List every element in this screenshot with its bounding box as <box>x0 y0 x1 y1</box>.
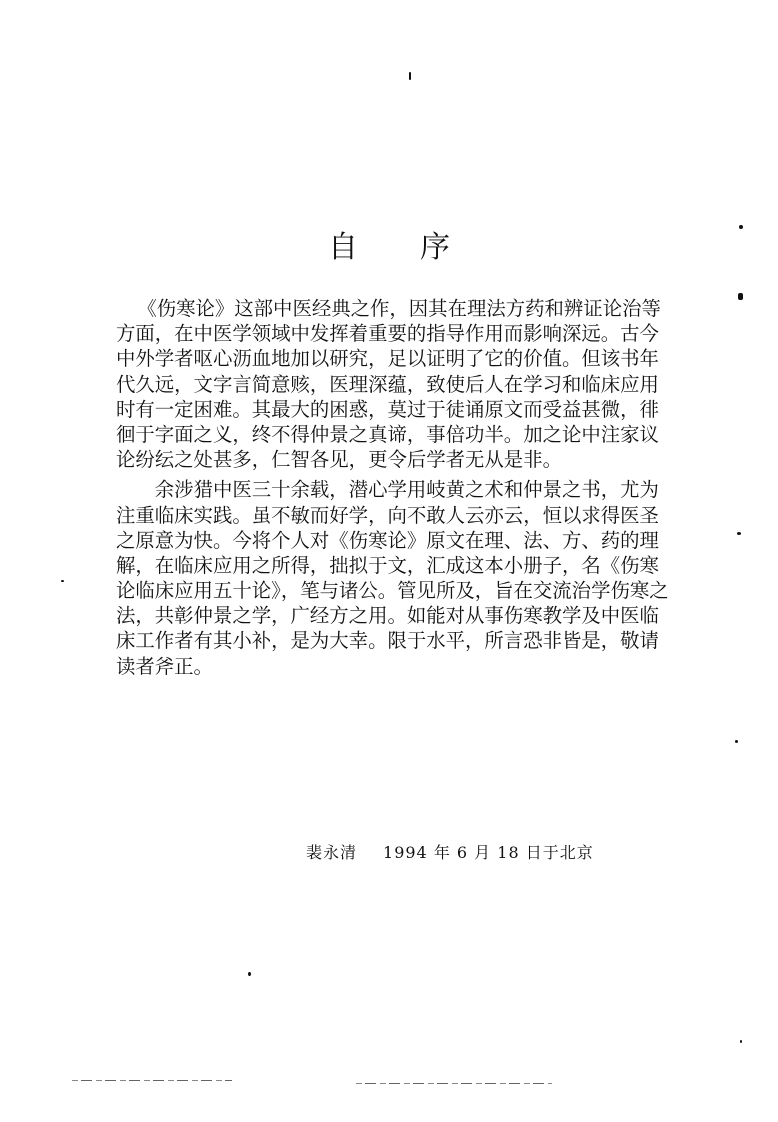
title-char-1: 自 <box>328 230 358 265</box>
text-line: 徊于字面之义，终不得仲景之真谛，事倍功半。加之论中注家议 <box>116 422 659 446</box>
scan-speck <box>735 740 738 743</box>
page-title <box>0 228 778 268</box>
scan-speck <box>248 972 251 976</box>
scan-speck <box>738 293 743 300</box>
text-line: 之原意为快。今将个人对《伤寒论》原文在理、法、方、药的理 <box>116 528 659 552</box>
text-line: 余涉猎中医三十余载，潜心学用岐黄之术和仲景之书，尤为 <box>154 478 659 502</box>
scan-speck <box>737 532 741 535</box>
scan-edge-line <box>72 1080 232 1081</box>
text-line: 《伤寒论》这部中医经典之作，因其在理法方药和辨证论治等 <box>137 297 661 320</box>
title-char-2: 序 <box>420 230 450 265</box>
text-line: 读者斧正。 <box>116 654 213 678</box>
preface-body <box>116 296 669 679</box>
scan-speck <box>61 580 64 582</box>
paragraph-1 <box>116 296 661 472</box>
signature-date-place: 1994 年 6 月 18 日于北京 <box>383 843 594 862</box>
scan-speck <box>739 225 743 229</box>
paragraph-2 <box>116 477 669 679</box>
text-line: 解，在临床应用之所得，拙拟于文，汇成这本小册子，名《伤寒 <box>116 553 659 577</box>
text-line: 法，共彰仲景之学，广经方之用。如能对从事伤寒教学及中医临 <box>116 604 659 628</box>
text-line: 代久远，文字言简意赅，医理深蕴，致使后人在学习和临床应用 <box>116 372 659 396</box>
text-line: 时有一定困难。其最大的困惑，莫过于徒诵原文而受益甚微，徘 <box>116 397 659 421</box>
text-line: 注重临床实践。虽不敏而好学，向不敢人云亦云，恒以求得医圣 <box>116 503 659 527</box>
scan-edge-line <box>356 1083 552 1084</box>
signature <box>306 842 594 864</box>
text-line: 方面，在中医学领域中发挥着重要的指导作用而影响深远。古今 <box>116 322 659 346</box>
scan-speck <box>409 72 411 80</box>
text-line: 论临床应用五十论》，笔与诸公。管见所及，旨在交流治学伤寒之 <box>116 579 669 603</box>
text-line: 床工作者有其小补，是为大幸。限于水平，所言恐非皆是，敬请 <box>116 629 659 653</box>
text-line: 论纷纭之处甚多，仁智各见，更令后学者无从是非。 <box>116 448 562 472</box>
text-line: 中外学者呕心沥血地加以研究，足以证明了它的价值。但该书年 <box>116 347 659 371</box>
scan-speck <box>740 1040 742 1043</box>
author-name: 裴永清 <box>306 843 358 862</box>
